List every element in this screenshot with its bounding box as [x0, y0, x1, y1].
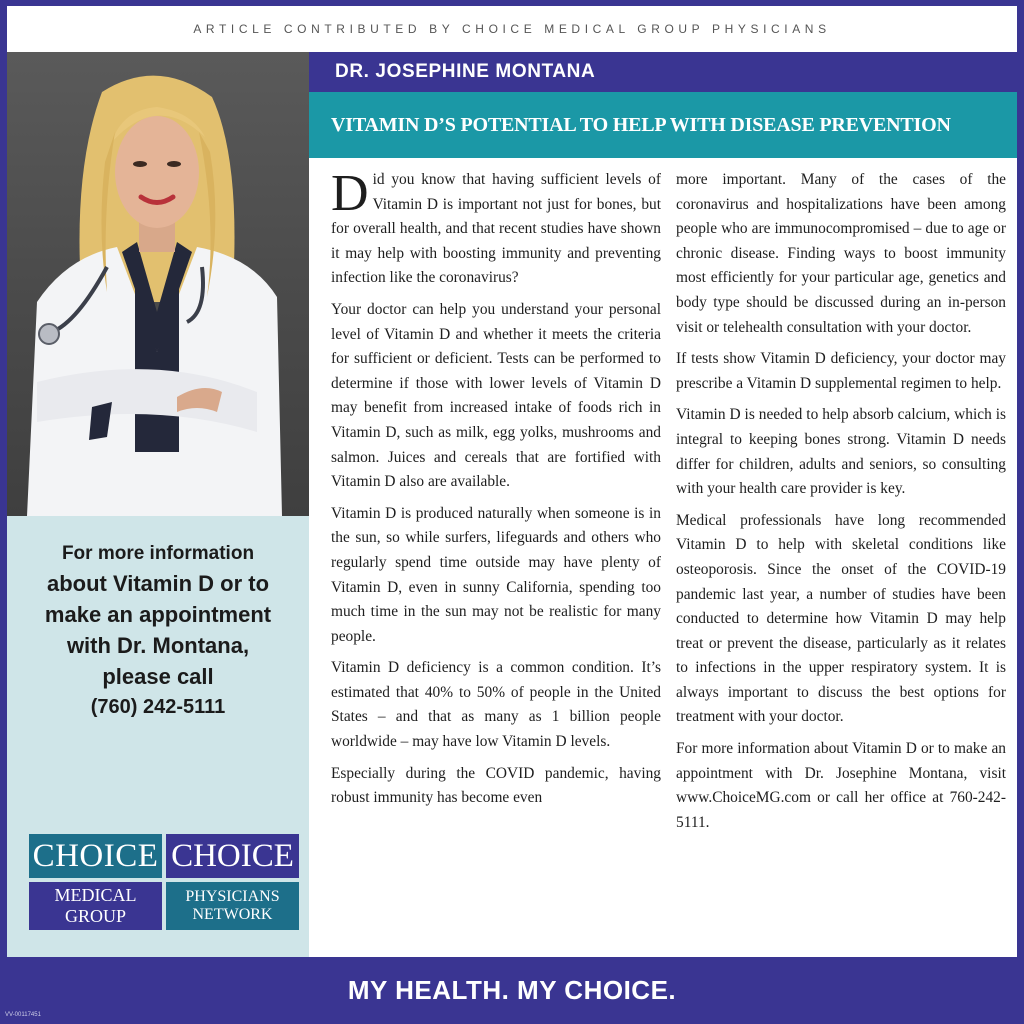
logo-network: NETWORK [192, 906, 273, 923]
logo-choice-left: CHOICE [29, 834, 162, 878]
doctor-portrait-illustration [7, 52, 309, 516]
article-body [309, 158, 1017, 957]
paragraph-3: Vitamin D is produced naturally when someone is in the sun, so while surfers, lifeguards and others who regularly spend time outside may have plenty of Vitamin D, even in sunny California, spending too much time in the sun may not be realistic for many people. [331, 504, 661, 645]
paragraph-8: Medical professionals have long recommended Vitamin D to help with skeletal conditions like osteoporosis. Since the onset of the COVID-19 pandemic last year, a number of studies have been conducted to determine how Vitamin D may help treat or prevent the disease, particularly as it relates to infections in the upper respiratory system. It is always important to discuss the best options for treatment with your doctor. [676, 511, 1006, 726]
choice-logo [29, 834, 299, 930]
paragraph-1 [331, 165, 661, 291]
article-title: VITAMIN D’S POTENTIAL TO HELP WITH DISEASE PREVENTION [309, 92, 1017, 158]
slogan-footer: MY HEALTH. MY CHOICE. [0, 957, 1024, 1024]
callout-line-1: For more information [61, 543, 255, 564]
logo-choice-right: CHOICE [166, 834, 299, 878]
logo-physicians-network [166, 882, 299, 930]
paragraph-7: Vitamin D is needed to help absorb calcium, which is integral to keeping bones strong. Vitamin D needs differ for children, adults and seniors, so consulting with your health care provider is key. [676, 406, 1006, 498]
paragraph-1-text: id you know that having sufficient levels of Vitamin D is important not just for bones, but for overall health, and that recent studies have shown it may help with boosting immunity and preventing infection like the coronavirus? [331, 171, 661, 287]
callout-line-2: about Vitamin D or to [46, 571, 270, 596]
callout-line-4: with Dr. Montana, [66, 633, 250, 658]
paragraph-2: Your doctor can help you understand your personal level of Vitamin D and whether it meets the criteria for sufficient or deficient. Tests can be performed to determine if those with lower levels of Vitamin D may benefit from increased intake of foods rich in Vitamin D, such as milk, egg yolks, mushrooms and salmon. Juices and cereals that are fortified with Vitamin D also are available. [331, 300, 661, 491]
paragraph-5: Especially during the COVID pandemic, having robust immunity has become even [331, 764, 661, 807]
paragraph-4: Vitamin D deficiency is a common condition. It’s estimated that 40% to 50% of people in the United States – and that as many as 1 billion people worldwide – may have low Vitamin D levels. [331, 659, 661, 751]
logo-medical-group: MEDICAL GROUP [29, 882, 162, 930]
contact-sidebar [7, 516, 309, 957]
callout-phone: (760) 242-5111 [90, 696, 226, 718]
callout-line-5: please call [102, 664, 214, 689]
callout-line-3: make an appointment [44, 602, 272, 627]
paragraph-6: If tests show Vitamin D deficiency, your doctor may prescribe a Vitamin D supplemental regimen to help. [676, 350, 1006, 392]
article-column-2 [676, 168, 1006, 842]
ad-code: VV-00117451 [5, 1012, 41, 1018]
contributor-banner: ARTICLE CONTRIBUTED BY CHOICE MEDICAL GROUP PHYSICIANS [7, 6, 1017, 52]
logo-physicians: PHYSICIANS [185, 888, 280, 905]
doctor-photo [7, 52, 309, 516]
paragraph-9: For more information about Vitamin D or to make an appointment with Dr. Josephine Montana, visit www.ChoiceMG.com or call her office at 760-242-5111. [676, 740, 1006, 831]
contact-callout [7, 540, 309, 722]
paragraph-5-continued: more important. Many of the cases of the coronavirus and hospitalizations have been among people who are immunocompromised – due to age or chronic disease. Finding ways to boost immunity most efficiently for your particular age, genetics and body type should be discussed during an in-person visit or telehealth consultation with your doctor. [676, 171, 1006, 336]
drop-cap: D [331, 165, 369, 222]
article-column-1 [331, 165, 661, 811]
author-name: DR. JOSEPHINE MONTANA [309, 52, 1017, 92]
